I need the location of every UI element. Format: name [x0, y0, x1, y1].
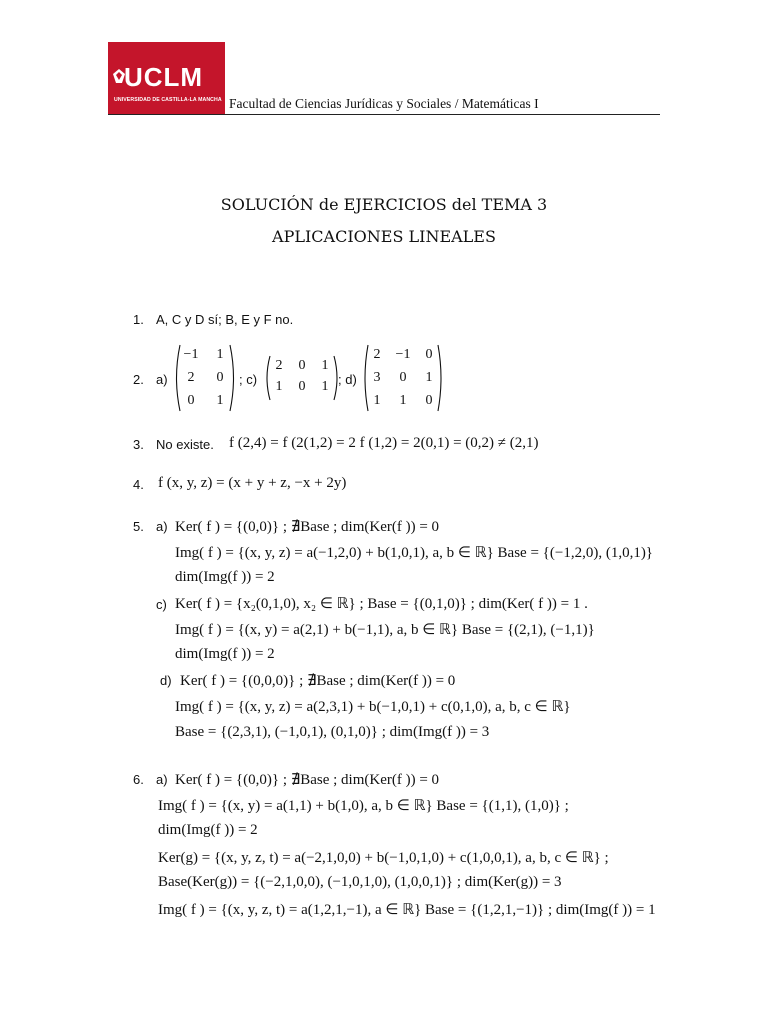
faculty-header: Facultad de Ciencias Jurídicas y Sociales / Matemáticas I: [229, 96, 539, 111]
header-divider: [108, 114, 660, 115]
ex6-line2: Img( f ) = {(x, y) = a(1,1) + b(1,0), a, b ∈ ℝ} Base = {(1,1), (1,0)} ;: [158, 798, 569, 814]
ex5-a-line1: Ker( f ) = {(0,0)} ; ∄Base ; dim(Ker(f )) = 0: [175, 519, 440, 535]
ex5-c-line3: dim(Img(f )) = 2: [175, 646, 275, 662]
page-title: SOLUCIÓN de EJERCICIOS del TEMA 3: [220, 195, 548, 214]
matrix-a-cell: −1: [183, 347, 199, 362]
matrix-a-cell: 1: [216, 347, 224, 362]
ex5-a-line3: dim(Img(f )) = 2: [175, 569, 275, 585]
ex3-number: 3.: [133, 437, 144, 452]
matrix-d-cell: −1: [395, 347, 411, 362]
ex2-d-label: ; d): [338, 372, 357, 387]
ex5-d-line3: Base = {(2,3,1), (−1,0,1), (0,1,0)} ; dim(Img(f )) = 3: [175, 724, 490, 740]
matrix-d-cell: 1: [373, 393, 381, 408]
ex5-d-label: d): [160, 673, 172, 688]
matrix-c-cell: 1: [275, 379, 283, 394]
ex6-number: 6.: [133, 772, 144, 787]
matrix-d-cell: 0: [425, 347, 433, 362]
matrix-c-cell: 1: [321, 379, 329, 394]
matrix-d-cell: 1: [399, 393, 407, 408]
matrix-c-cell: 2: [275, 358, 283, 373]
matrix-a-cell: 2: [187, 370, 195, 385]
ex6-line3: dim(Img(f )) = 2: [158, 822, 258, 838]
ex6-line4: Ker(g) = {(x, y, z, t) = a(−2,1,0,0) + b(−1,0,1,0) + c(1,0,0,1), a, b, c ∈ ℝ} ;: [158, 850, 609, 866]
uclm-logo: [108, 42, 225, 114]
ex3-text: No existe.: [156, 437, 214, 452]
matrix-d-cell: 0: [425, 393, 433, 408]
ex4-number: 4.: [133, 477, 144, 492]
matrix-d: [362, 344, 444, 412]
ex6-line6: Img( f ) = {(x, y, z, t) = a(1,2,1,−1), a ∈ ℝ} Base = {(1,2,1,−1)} ; dim(Img(f )) = 1: [158, 902, 656, 918]
matrix-d-cell: 3: [373, 370, 381, 385]
matrix-a-cell: 0: [187, 393, 195, 408]
ex5-d-line1: Ker( f ) = {(0,0,0)} ; ∄Base ; dim(Ker(f )) = 0: [180, 673, 456, 689]
matrix-c-cell: 1: [321, 358, 329, 373]
matrix-a-cell: 0: [216, 370, 224, 385]
ex1-answer: A, C y D sí; B, E y F no.: [156, 312, 294, 327]
matrix-d-cell: 0: [399, 370, 407, 385]
logo-text: UCLM: [124, 62, 204, 92]
ex5-a-line2: Img( f ) = {(x, y, z) = a(−1,2,0) + b(1,0,1), a, b ∈ ℝ} Base = {(−1,2,0), (1,0,1)}: [175, 545, 654, 561]
page-subtitle: APLICACIONES LINEALES: [272, 227, 496, 246]
ex6-a-label: a): [156, 772, 168, 787]
matrix-c-cell: 0: [298, 358, 306, 373]
ex5-c-line2: Img( f ) = {(x, y) = a(2,1) + b(−1,1), a, b ∈ ℝ} Base = {(2,1), (−1,1)}: [175, 622, 595, 638]
ex6-line1: Ker( f ) = {(0,0)} ; ∄Base ; dim(Ker(f )) = 0: [175, 772, 440, 788]
ex3-formula: f (2,4) = f (2(1,2) = 2 f (1,2) = 2(0,1) = (0,2) ≠ (2,1): [229, 435, 539, 451]
matrix-a: [173, 344, 237, 412]
ex4-formula: f (x, y, z) = (x + y + z, −x + 2y): [158, 475, 347, 491]
ex5-d-line2: Img( f ) = {(x, y, z) = a(2,3,1) + b(−1,0,1) + c(0,1,0), a, b, c ∈ ℝ}: [175, 699, 571, 715]
matrix-d-cell: 2: [373, 347, 381, 362]
ex5-c-label: c): [156, 597, 167, 612]
logo-subtext: UNIVERSIDAD DE CASTILLA-LA MANCHA: [114, 97, 222, 103]
ex2-a-label: a): [156, 372, 168, 387]
matrix-c: [264, 355, 340, 401]
ex6-line5: Base(Ker(g)) = {(−2,1,0,0), (−1,0,1,0), (1,0,0,1)} ; dim(Ker(g)) = 3: [158, 874, 562, 890]
ex2-number: 2.: [133, 372, 144, 387]
ex2-c-label: ; c): [239, 372, 258, 387]
ex1-number: 1.: [133, 312, 144, 327]
ex5-number: 5.: [133, 519, 144, 534]
matrix-d-cell: 1: [425, 370, 433, 385]
ex5-a-label: a): [156, 519, 168, 534]
ex5-c-line1: Ker( f ) = {x₂(0,1,0), x₂ ∈ ℝ} ; Base = {(0,1,0)} ; dim(Ker( f )) = 1 .: [175, 596, 588, 612]
matrix-c-cell: 0: [298, 379, 306, 394]
matrix-a-cell: 1: [216, 393, 224, 408]
